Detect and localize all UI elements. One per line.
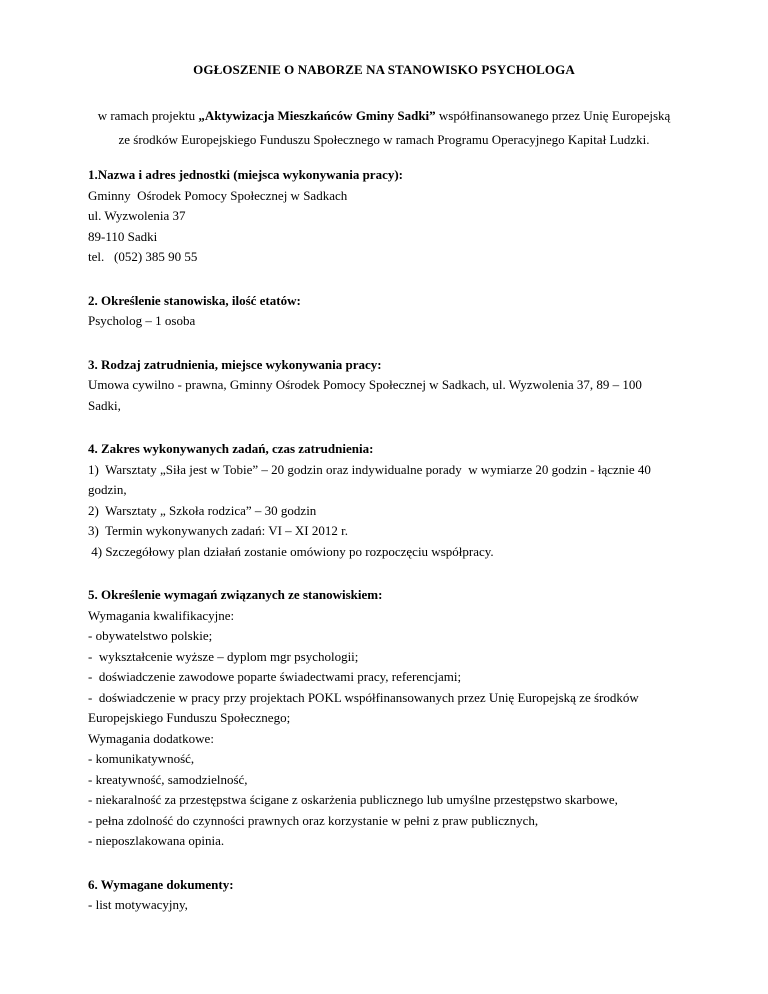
section-line: - obywatelstwo polskie;	[88, 628, 213, 643]
section-line: - pełna zdolność do czynności prawnych oraz korzystanie w pełni z praw publicznych,	[88, 812, 539, 828]
section-heading: 4. Zakres wykonywanych zadań, czas zatrudnienia:	[88, 441, 374, 456]
document-body	[88, 165, 688, 916]
section-heading: 5. Określenie wymagań związanych ze stanowiskiem:	[88, 587, 383, 602]
section-1	[88, 165, 688, 268]
section-line: Europejskiego Funduszu Społecznego;	[88, 710, 291, 725]
section-line: - kreatywność, samodzielność,	[88, 771, 248, 787]
page-title: OGŁOSZENIE O NABORZE NA STANOWISKO PSYCHOLOGA	[193, 62, 575, 77]
section-line: - doświadczenie zawodowe poparte świadectwami pracy, referencjami;	[88, 669, 462, 684]
section-line: godzin,	[88, 482, 127, 497]
section-line: - doświadczenie w pracy przy projektach POKL współfinansowanych przez Unię Europejską ze środków	[88, 689, 639, 705]
section-spacer	[88, 268, 688, 291]
section-line: tel. (052) 385 90 55	[88, 249, 198, 264]
section-line: Gminny Ośrodek Pomocy Społecznej w Sadkach	[88, 187, 348, 203]
section-spacer	[88, 332, 688, 355]
section-line: Psycholog – 1 osoba	[88, 313, 196, 328]
section-heading: 6. Wymagane dokumenty:	[88, 876, 234, 892]
section-line: Sadki,	[88, 397, 121, 413]
section-line: 89-110 Sadki	[88, 228, 158, 244]
section-spacer	[88, 852, 688, 875]
section-heading: 2. Określenie stanowiska, ilość etatów:	[88, 292, 301, 308]
section-line: 3) Termin wykonywanych zadań: VI – XI 2012 r.	[88, 523, 348, 538]
section-line: - list motywacyjny,	[88, 897, 188, 912]
section-line: 1) Warsztaty „Siła jest w Tobie” – 20 godzin oraz indywidualne porady w wymiarze 20 godzin - łącznie 40	[88, 461, 651, 477]
section-2	[88, 291, 688, 332]
section-4	[88, 439, 688, 562]
section-line: - wykształcenie wyższe – dyplom mgr psychologii;	[88, 648, 359, 664]
intro-line-2: ze środków Europejskiego Funduszu Społecznego w ramach Programu Operacyjnego Kapitał Ludzki.	[118, 132, 650, 147]
section-line: - komunikatywność,	[88, 751, 195, 766]
section-line: Wymagania kwalifikacyjne:	[88, 607, 235, 623]
intro-prefix: w ramach projektu	[97, 108, 199, 123]
section-3	[88, 355, 688, 417]
section-line: - niekaralność za przestępstwa ścigane z oskarżenia publicznego lub umyślne przestępstwo skarbowe,	[88, 792, 618, 807]
section-6	[88, 875, 688, 916]
project-name: „Aktywizacja Mieszkańców Gminy Sadki”	[198, 108, 436, 123]
section-line: 4) Szczegółowy plan działań zostanie omówiony po rozpoczęciu współpracy.	[88, 543, 494, 559]
section-line: Wymagania dodatkowe:	[88, 730, 214, 746]
section-heading: 3. Rodzaj zatrudnienia, miejsce wykonywania pracy:	[88, 356, 382, 372]
section-line: ul. Wyzwolenia 37	[88, 208, 186, 223]
intro-suffix: współfinansowanego przez Unię Europejską	[435, 108, 671, 123]
section-spacer	[88, 562, 688, 585]
section-line: Umowa cywilno - prawna, Gminny Ośrodek Pomocy Społecznej w Sadkach, ul. Wyzwolenia 37, 89 – 100	[88, 377, 642, 392]
intro-line-1	[60, 104, 708, 128]
section-line: - nieposzlakowana opinia.	[88, 833, 225, 848]
intro-paragraph	[60, 104, 708, 152]
section-heading: 1.Nazwa i adres jednostki (miejsca wykonywania pracy):	[88, 167, 403, 182]
section-5	[88, 585, 688, 852]
section-spacer	[88, 416, 688, 439]
section-line: 2) Warsztaty „ Szkoła rodzica” – 30 godzin	[88, 502, 317, 518]
